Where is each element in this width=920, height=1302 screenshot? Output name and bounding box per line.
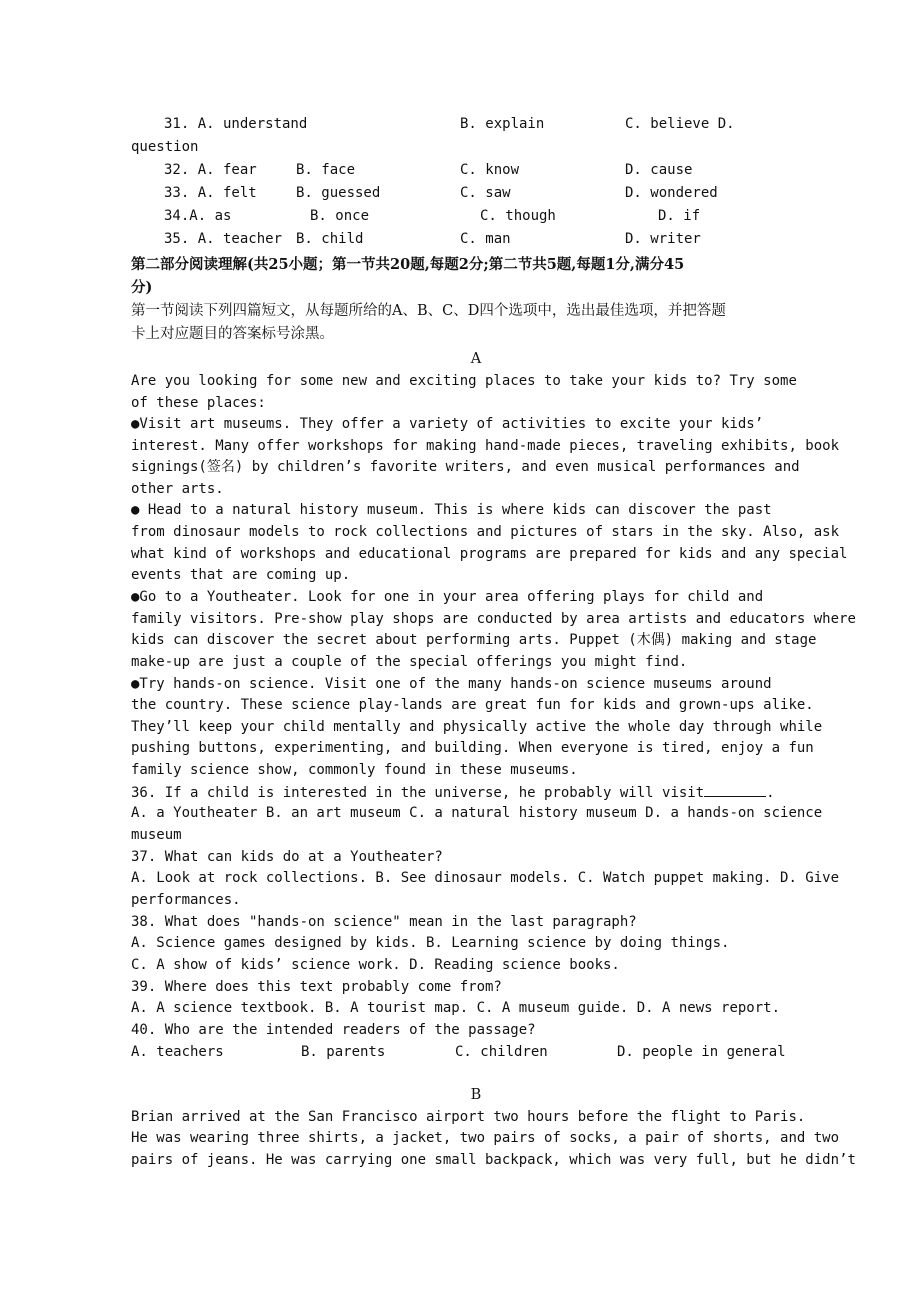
q33-a: 33. A. felt: [164, 185, 257, 201]
q34-c: C. though: [480, 208, 556, 224]
q35-b: B. child: [296, 231, 364, 247]
q32-c: C. know: [460, 162, 520, 178]
passage-a-line: make-up are just a couple of the special offerings you might find.: [131, 654, 688, 670]
q34-d: D. if: [658, 208, 701, 224]
q40-d: D. people in general: [617, 1044, 786, 1060]
q33-c: C. saw: [460, 185, 511, 201]
section1-instruction-line1: 第一节阅读下列四篇短文，从每题所给的A、B、C、D四个选项中，选出最佳选项，并把答题: [131, 303, 726, 319]
passage-a-line: from dinosaur models to rock collections and pictures of stars in the sky. Also, ask: [131, 524, 840, 540]
q39-options: A. A science textbook. B. A tourist map. C. A museum guide. D. A news report.: [131, 1000, 781, 1016]
passage-b-line: Brian arrived at the San Francisco airport two hours before the flight to Paris.: [131, 1109, 806, 1125]
q36-blank: [704, 782, 766, 797]
passage-a-line: Are you looking for some new and exciting places to take your kids to? Try some: [131, 373, 797, 389]
passage-b-title: B: [470, 1087, 482, 1103]
q33-b: B. guessed: [296, 185, 381, 201]
passage-a-line: interest. Many offer workshops for making hand-made pieces, traveling exhibits, book: [131, 438, 840, 454]
part2-heading-line2: 分): [131, 279, 153, 296]
q33-d: D. wondered: [625, 185, 718, 201]
passage-a-line: pushing buttons, experimenting, and building. When everyone is tired, enjoy a fun: [131, 740, 814, 756]
passage-a-line: the country. These science play-lands are great fun for kids and grown-ups alike.: [131, 697, 814, 713]
passage-a-line: signings(签名) by children’s favorite writers, and even musical performances and: [131, 459, 800, 475]
q31-c: C. believe D.: [625, 116, 735, 132]
q40-a: A. teachers: [131, 1044, 224, 1060]
passage-a-line: ●Visit art museums. They offer a variety of activities to excite your kids’: [131, 416, 764, 432]
passage-a-line: family science show, commonly found in these museums.: [131, 762, 578, 778]
q37-options: A. Look at rock collections. B. See dinosaur models. C. Watch puppet making. D. Give: [131, 870, 840, 886]
q32-a: 32. A. fear: [164, 162, 257, 178]
q38-options-cd: C. A show of kids’ science work. D. Reading science books.: [131, 957, 620, 973]
q40-c: C. children: [455, 1044, 548, 1060]
q35-a: 35. A. teacher: [164, 231, 283, 247]
q38-options-ab: A. Science games designed by kids. B. Learning science by doing things.: [131, 935, 730, 951]
q36-options-wrap: museum: [131, 827, 182, 843]
part2-heading-line1: 第二部分阅读理解(共25小题；第一节共20题,每题2分;第二节共5题,每题1分,满分45: [131, 256, 685, 273]
passage-a-line: ●Go to a Youtheater. Look for one in your area offering plays for child and: [131, 589, 764, 605]
q38-stem: 38. What does "hands-on science" mean in the last paragraph?: [131, 914, 637, 930]
q39-stem: 39. Where does this text probably come from?: [131, 979, 502, 995]
passage-a-title: A: [470, 351, 482, 367]
q31-b: B. explain: [460, 116, 545, 132]
passage-a-line: ● Head to a natural history museum. This is where kids can discover the past: [131, 502, 772, 518]
q32-b: B. face: [296, 162, 356, 178]
q37-options-wrap: performances.: [131, 892, 241, 908]
q36-options: A. a Youtheater B. an art museum C. a natural history museum D. a hands-on science: [131, 805, 823, 821]
q34-a: 34.A. as: [164, 208, 232, 224]
q32-d: D. cause: [625, 162, 693, 178]
q36-stem: [131, 782, 791, 805]
passage-a-line: kids can discover the secret about performing arts. Puppet (木偶) making and stage: [131, 632, 817, 648]
passage-a-line: what kind of workshops and educational programs are prepared for kids and any special: [131, 546, 848, 562]
q36-text: 36. If a child is interested in the universe, he probably will visit: [131, 785, 705, 801]
q35-d: D. writer: [625, 231, 701, 247]
passage-a-line: ●Try hands-on science. Visit one of the many hands-on science museums around: [131, 676, 772, 692]
passage-a-line: of these places:: [131, 395, 266, 411]
q40-b: B. parents: [301, 1044, 386, 1060]
passage-b-line: He was wearing three shirts, a jacket, two pairs of socks, a pair of shorts, and two: [131, 1130, 840, 1146]
q31-d-wrap: question: [131, 139, 199, 155]
q35-c: C. man: [460, 231, 511, 247]
q31-a: 31. A. understand: [164, 116, 308, 132]
passage-a-line: family visitors. Pre-show play shops are conducted by area artists and educators where: [131, 611, 856, 627]
passage-a-line: other arts.: [131, 481, 224, 497]
passage-b-line: pairs of jeans. He was carrying one small backpack, which was very full, but he didn’t: [131, 1152, 856, 1168]
passage-a-line: They’ll keep your child mentally and physically active the whole day through while: [131, 719, 823, 735]
q36-period: .: [766, 785, 775, 801]
q37-stem: 37. What can kids do at a Youtheater?: [131, 849, 443, 865]
q40-stem: 40. Who are the intended readers of the passage?: [131, 1022, 536, 1038]
passage-a-line: events that are coming up.: [131, 567, 351, 583]
q34-b: B. once: [310, 208, 370, 224]
section1-instruction-line2: 卡上对应题目的答案标号涂黑。: [131, 326, 334, 342]
